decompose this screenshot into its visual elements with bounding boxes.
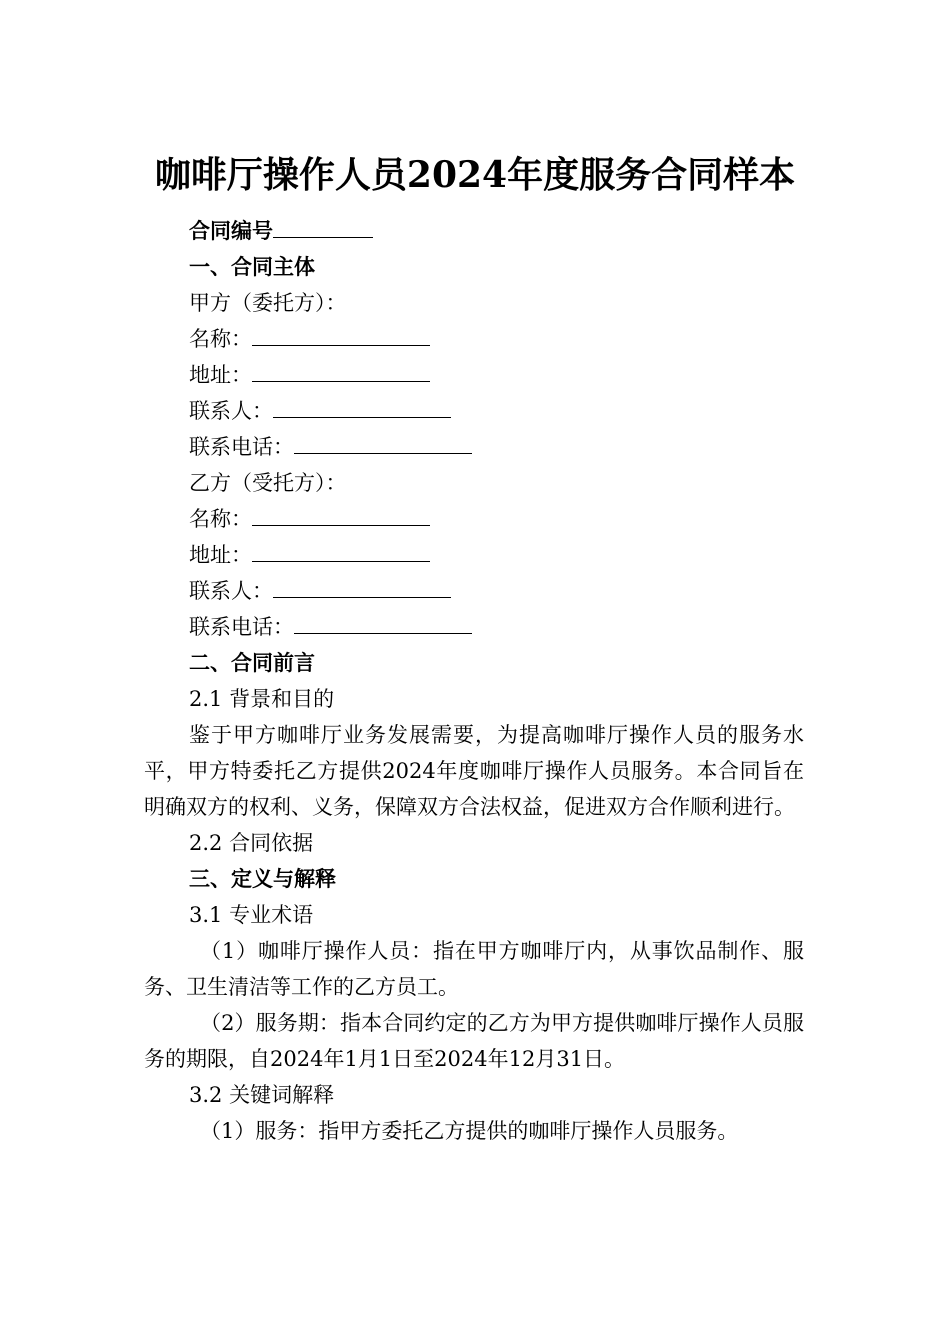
party-b-phone-label: 联系电话：: [189, 615, 294, 639]
party-b-address-label: 地址：: [189, 543, 252, 567]
party-b-address-line: [144, 537, 804, 573]
section-heading: 三、定义与解释: [189, 866, 336, 891]
subsection-title: 2.1 背景和目的: [189, 687, 335, 711]
party-b-name-blank[interactable]: [252, 501, 430, 526]
party-a-name-blank[interactable]: [252, 321, 430, 346]
party-b-address-blank[interactable]: [252, 537, 430, 562]
party-a-address-blank[interactable]: [252, 357, 430, 382]
party-a-phone-label: 联系电话：: [189, 435, 294, 459]
contract-number-blank[interactable]: [273, 213, 373, 238]
subsection-title: 3.1 专业术语: [189, 903, 314, 927]
party-a-contact-label: 联系人：: [189, 399, 273, 423]
contract-number-line: [144, 213, 804, 249]
party-a-contact-blank[interactable]: [273, 393, 451, 418]
section-heading: 一、合同主体: [189, 254, 315, 279]
contract-number-label: 合同编号: [189, 218, 273, 243]
background-paragraph: 鉴于甲方咖啡厅业务发展需要，为提高咖啡厅操作人员的服务水平，甲方特委托乙方提供2024年度咖啡厅操作人员服务。本合同旨在明确双方的权利、义务，保障双方合法权益，促进双方合作顺利进行。: [144, 723, 804, 819]
subsection-title: 2.2 合同依据: [189, 831, 314, 855]
party-b-phone-line: [144, 609, 804, 645]
document-body: [144, 213, 804, 1149]
party-b-phone-blank[interactable]: [294, 609, 472, 634]
party-a-contact-line: [144, 393, 804, 429]
party-b-heading: 乙方（受托方）：: [189, 471, 347, 495]
party-a-address-line: [144, 357, 804, 393]
party-b-contact-line: [144, 573, 804, 609]
party-a-name-line: [144, 321, 804, 357]
party-b-name-label: 名称：: [189, 507, 252, 531]
party-a-phone-line: [144, 429, 804, 465]
document-title: 咖啡厅操作人员2024年度服务合同样本: [154, 154, 796, 196]
party-a-address-label: 地址：: [189, 363, 252, 387]
section-heading: 二、合同前言: [189, 650, 315, 675]
keyword-paragraph: （1）服务：指甲方委托乙方提供的咖啡厅操作人员服务。: [200, 1119, 739, 1143]
party-a-name-label: 名称：: [189, 327, 252, 351]
subsection-title: 3.2 关键词解释: [189, 1083, 335, 1107]
term-paragraph: （1）咖啡厅操作人员：指在甲方咖啡厅内，从事饮品制作、服务、卫生清洁等工作的乙方员工。: [144, 939, 804, 999]
party-a-phone-blank[interactable]: [294, 429, 472, 454]
party-b-contact-label: 联系人：: [189, 579, 273, 603]
party-b-contact-blank[interactable]: [273, 573, 451, 598]
party-b-name-line: [144, 501, 804, 537]
party-a-heading: 甲方（委托方）：: [189, 291, 347, 315]
term-paragraph: （2）服务期：指本合同约定的乙方为甲方提供咖啡厅操作人员服务的期限，自2024年1月1日至2024年12月31日。: [144, 1011, 804, 1071]
